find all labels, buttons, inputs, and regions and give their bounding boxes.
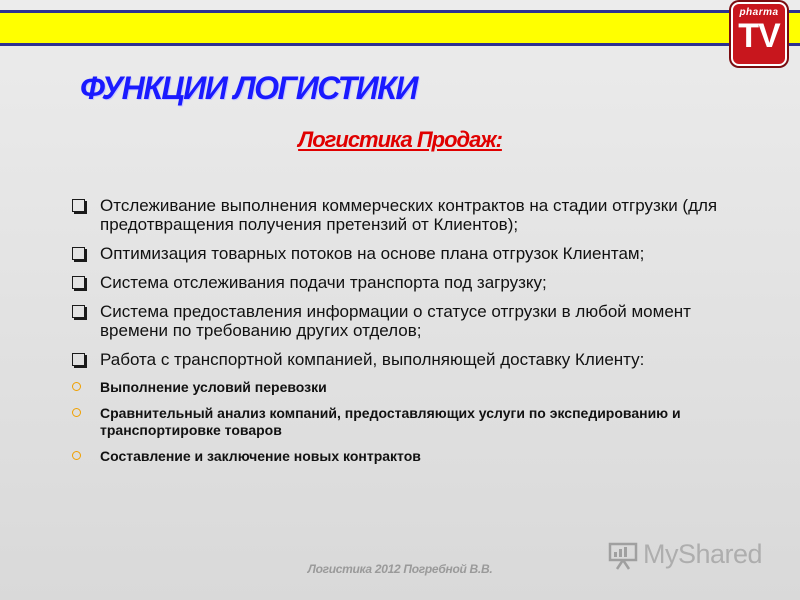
circle-bullet-icon xyxy=(72,408,81,417)
pharma-tv-logo xyxy=(731,2,787,66)
sub-list-item xyxy=(72,379,722,396)
circle-bullet-icon xyxy=(72,382,81,391)
slide-subtitle xyxy=(0,127,800,153)
list-item xyxy=(72,302,722,340)
logo-big-text: TV xyxy=(738,17,780,55)
sub-list-item xyxy=(72,448,722,465)
sub-list-item-text: Выполнение условий перевозки xyxy=(100,379,327,395)
checkbox-bullet-icon xyxy=(72,276,85,289)
slide-footer: Логистика 2012 Погребной В.В. xyxy=(307,562,493,576)
checkbox-bullet-icon xyxy=(72,353,85,366)
list-item-text: Система предоставления информации о статусе отгрузки в любой момент времени по требованию других отделов; xyxy=(100,302,691,340)
list-item-text: Работа с транспортной компанией, выполняющей доставку Клиенту: xyxy=(100,350,645,369)
checkbox-bullet-icon xyxy=(72,305,85,318)
sub-list-item xyxy=(72,405,722,439)
checkbox-bullet-icon xyxy=(72,247,85,260)
bullet-list xyxy=(72,196,722,474)
sub-list-item-text: Сравнительный анализ компаний, предоставляющих услуги по экспедированию и транспортировке товаров xyxy=(100,405,681,438)
list-item xyxy=(72,196,722,234)
list-item-text: Оптимизация товарных потоков на основе плана отгрузок Клиентам; xyxy=(100,244,645,263)
list-item xyxy=(72,273,722,292)
circle-bullet-icon xyxy=(72,451,81,460)
slide-subtitle-text: Логистика Продаж: xyxy=(298,127,502,152)
logo-small-text: pharma xyxy=(739,7,779,18)
slide-title: ФУНКЦИИ ЛОГИСТИКИ xyxy=(80,70,417,106)
list-item xyxy=(72,350,722,369)
list-item-text: Система отслеживания подачи транспорта под загрузку; xyxy=(100,273,547,292)
watermark-text: MyShared xyxy=(643,539,763,569)
list-item xyxy=(72,244,722,263)
header-band xyxy=(0,10,800,46)
checkbox-bullet-icon xyxy=(72,199,85,212)
sub-list-item-text: Составление и заключение новых контрактов xyxy=(100,448,421,464)
list-item-text: Отслеживание выполнения коммерческих контрактов на стадии отгрузки (для предотвращения получения претензий от Клиентов); xyxy=(100,196,718,234)
